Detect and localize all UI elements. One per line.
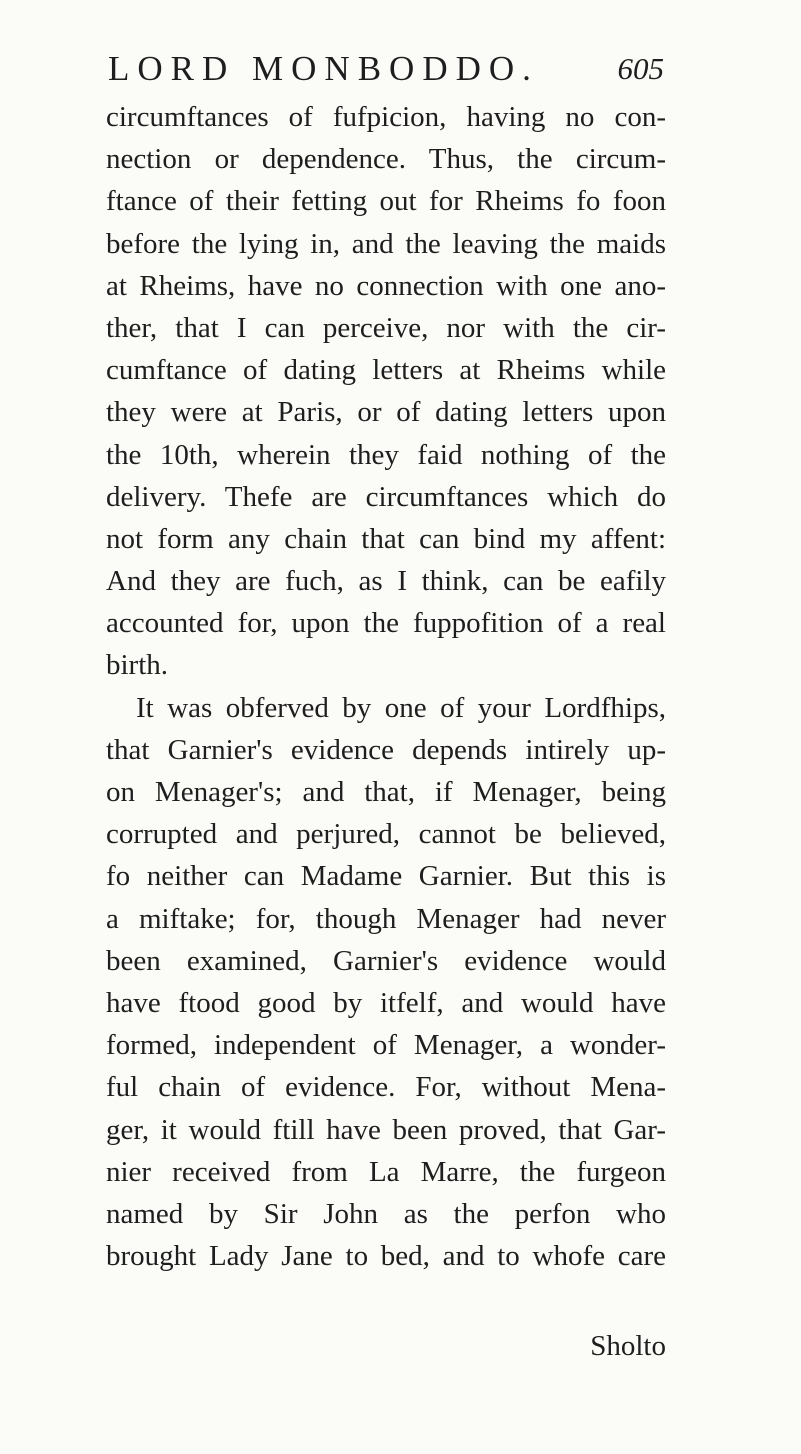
text-line: nection or dependence. Thus, the circum- (106, 143, 666, 176)
text-line: before the lying in, and the leaving the maids (106, 227, 666, 260)
paragraph-start-line: It was obferved by one of your Lordfhips, (136, 691, 666, 724)
text-line: not form any chain that can bind my affent: (106, 522, 666, 555)
text-line: formed, independent of Menager, a wonder- (106, 1029, 666, 1062)
paragraph-end-line: birth. (106, 649, 169, 682)
body-text (106, 96, 666, 1277)
text-line: that Garnier's evidence depends intirely up- (106, 733, 666, 766)
text-line: ther, that I can perceive, nor with the cir- (106, 311, 666, 344)
running-title: LORD MONBODDO. (108, 49, 539, 88)
text-line: cumftance of dating letters at Rheims while (106, 354, 666, 387)
page-number: 605 (617, 51, 664, 86)
text-line: named by Sir John as the perfon who (106, 1197, 666, 1230)
text-line: a miftake; for, though Menager had never (106, 902, 666, 935)
text-line: nier received from La Marre, the furgeon (106, 1155, 666, 1188)
page-header (108, 44, 664, 94)
text-line: have ftood good by itfelf, and would have (106, 986, 666, 1019)
text-line: ful chain of evidence. For, without Mena- (106, 1071, 666, 1104)
text-line: fo neither can Madame Garnier. But this is (106, 860, 666, 893)
text-line: they were at Paris, or of dating letters upon (106, 396, 666, 429)
text-line: And they are fuch, as I think, can be eafily (106, 565, 666, 598)
text-line: ftance of their fetting out for Rheims fo foon (106, 185, 666, 218)
text-line: circumftances of fufpicion, having no con- (106, 101, 666, 133)
text-line: delivery. Thefe are circumftances which do (106, 480, 666, 513)
text-line: been examined, Garnier's evidence would (106, 944, 666, 977)
catchword: Sholto (590, 1330, 666, 1362)
text-line: on Menager's; and that, if Menager, being (106, 776, 666, 808)
text-line: the 10th, wherein they faid nothing of the (106, 438, 666, 471)
text-line: ger, it would ftill have been proved, that Gar- (106, 1113, 666, 1146)
text-line: corrupted and perjured, cannot be believed, (106, 818, 666, 851)
text-line: accounted for, upon the fuppofition of a real (106, 607, 666, 640)
text-line: at Rheims, have no connection with one ano- (106, 269, 666, 302)
text-line: brought Lady Jane to bed, and to whofe care (106, 1240, 666, 1273)
